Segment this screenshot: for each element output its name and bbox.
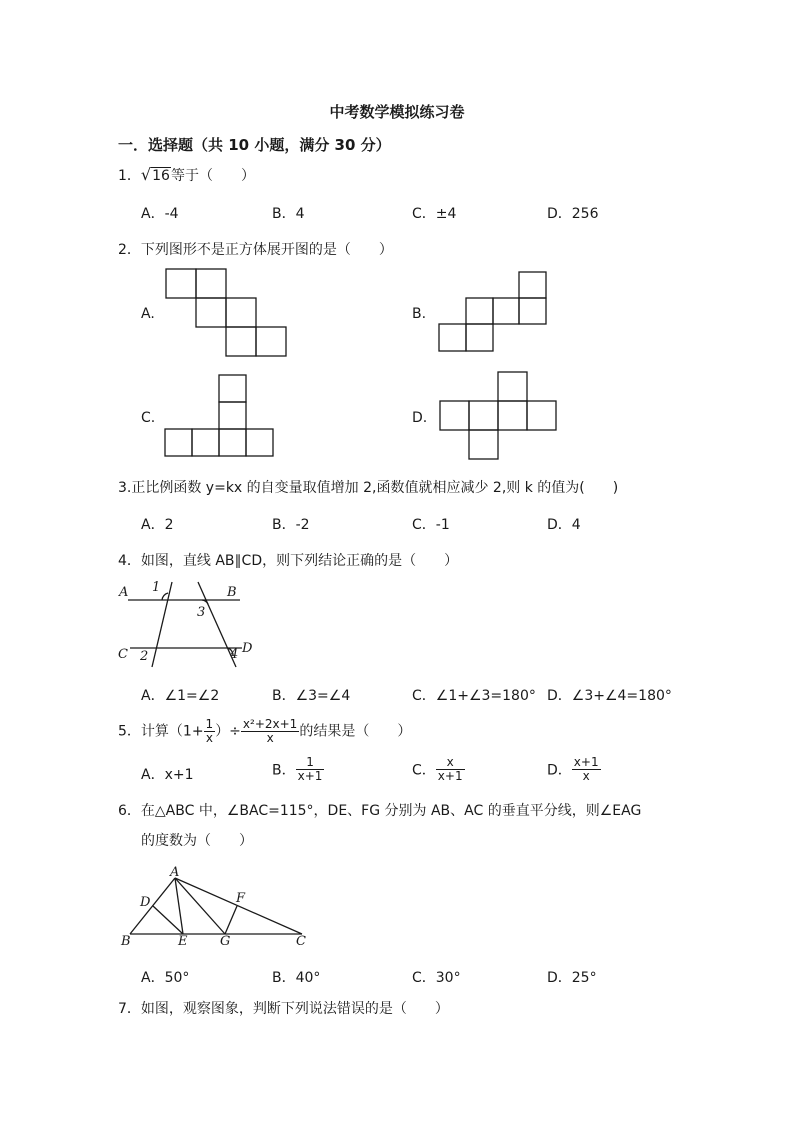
q4-angle-1: 1 [152, 580, 161, 595]
q6-option-b: B．40° [272, 970, 321, 986]
q6-label-a: A [170, 865, 180, 880]
q3-option-b: B．-2 [272, 517, 310, 533]
q4-label-a: A [119, 585, 129, 600]
question-3-text: 3.正比例函数 y=kx 的自变量取值增加 2,函数值就相应减少 2,则 k 的值为( ) [118, 480, 619, 496]
q6-label-c: C [296, 934, 306, 949]
q6-label-g: G [220, 934, 231, 949]
q4-option-b: B．∠3=∠4 [272, 688, 351, 704]
q5-frac2-num: x²+2x+1 [242, 717, 298, 731]
question-6-line-1: 6．在△ABC 中，∠BAC=115°，DE、FG 分别为 AB、AC 的垂直平分线，则∠EAG [118, 803, 642, 819]
q1-option-a: A．-4 [141, 206, 179, 222]
q5-optd-den: x [582, 769, 590, 783]
q5-option-d-label: D． [547, 762, 572, 779]
q6-label-e: E [178, 934, 188, 949]
question-1-text: 等于（ ） [170, 168, 255, 184]
q2-label-d: D. [412, 410, 428, 426]
q4-option-c: C．∠1+∠3=180° [412, 688, 536, 704]
q4-option-a: A．∠1=∠2 [141, 688, 220, 704]
question-2-text: 2．下列图形不是正方体展开图的是（ ） [118, 242, 393, 258]
q5-option-a: A．x+1 [141, 767, 194, 783]
q5-optb-den: x+1 [297, 769, 323, 783]
q2-label-a: A. [141, 306, 155, 322]
q2-label-c: C. [141, 410, 156, 426]
q5-prefix: 5．计算（1+ [118, 723, 204, 740]
q5-optb-num: 1 [296, 756, 325, 770]
q5-optc-den: x+1 [437, 769, 463, 783]
q5-frac1-den: x [205, 731, 213, 745]
q5-optd-num: x+1 [573, 755, 599, 769]
sqrt-symbol: √16 [140, 165, 170, 184]
q4-label-b: B [227, 585, 237, 600]
q5-option-c-label: C． [412, 762, 436, 779]
q6-label-d: D [140, 895, 151, 910]
question-4-text: 4．如图，直线 AB∥CD，则下列结论正确的是（ ） [118, 553, 459, 569]
q5-suffix: 的结果是（ ） [299, 723, 412, 740]
q3-option-d: D．4 [547, 517, 581, 533]
q4-option-d: D．∠3+∠4=180° [547, 688, 672, 704]
page-title: 中考数学模拟练习卷 [329, 103, 465, 121]
q1-option-b: B．4 [272, 206, 305, 222]
q6-option-c: C．30° [412, 970, 461, 986]
q2-label-b: B. [412, 306, 427, 322]
q4-angle-2: 2 [140, 649, 149, 664]
q5-option-b-label: B． [272, 762, 296, 779]
question-6-line-2: 的度数为（ ） [141, 833, 253, 849]
q1-option-d: D．256 [547, 206, 599, 222]
q4-angle-4: 4 [230, 647, 239, 662]
q5-mid: ）÷ [215, 723, 241, 740]
q5-optc-num: x [436, 756, 465, 770]
q3-option-a: A．2 [141, 517, 174, 533]
q6-option-a: A．50° [141, 970, 190, 986]
q4-label-c: C [118, 647, 128, 662]
question-1-number: 1． [118, 168, 141, 184]
q4-angle-3: 3 [197, 605, 206, 620]
q3-option-c: C．-1 [412, 517, 450, 533]
q6-option-d: D．25° [547, 970, 597, 986]
sqrt-radicand: 16 [152, 168, 170, 184]
q6-label-f: F [236, 891, 246, 906]
q1-option-c: C．±4 [412, 206, 457, 222]
question-7-text: 7．如图，观察图象，判断下列说法错误的是（ ） [118, 1001, 449, 1017]
section-heading: 一．选择题（共 10 小题，满分 30 分） [118, 136, 391, 154]
q5-frac2-den: x [266, 731, 274, 745]
q4-label-d: D [242, 641, 253, 656]
q6-label-b: B [121, 934, 131, 949]
q5-frac1-num: 1 [205, 717, 214, 731]
